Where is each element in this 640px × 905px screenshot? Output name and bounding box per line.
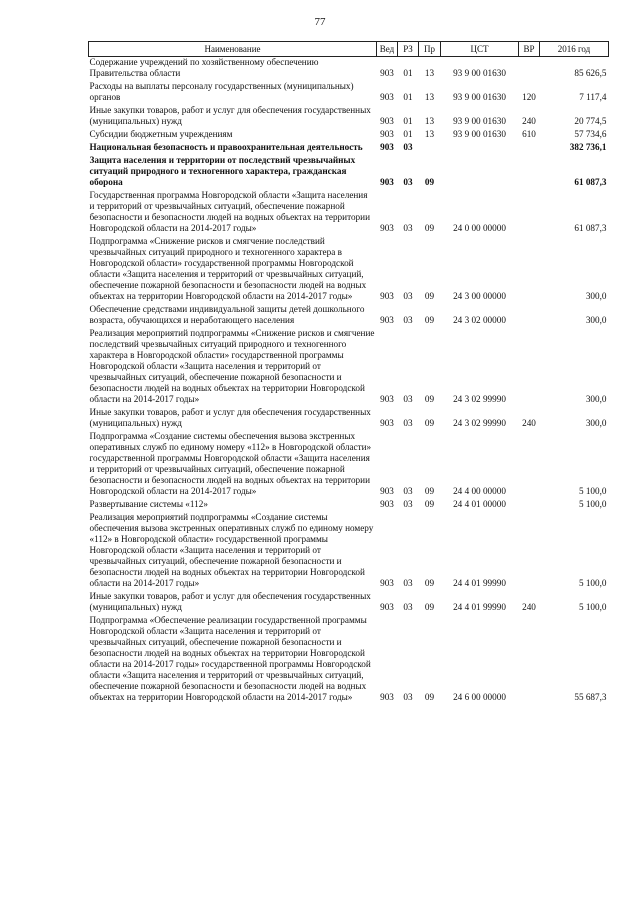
page-number: 77 <box>314 16 326 28</box>
cell-ved: 903 <box>380 291 394 301</box>
cell-name: Подпрограмма «Снижение рисков и смягчение последствий чрезвычайных ситуаций природного и техногенного характера в Новгородской области» государственной программы Новгородской области «Защита населения и территорий от чрезвычайных ситуаций, обеспечение пожарной безопасности и безопасности людей на водных объектах на территории Новгородской области на 2014-2017 годы» <box>89 236 367 301</box>
table-row <box>89 304 609 328</box>
cell-ved: 903 <box>380 223 394 233</box>
cell-vr <box>519 236 540 304</box>
cell-pr: 09 <box>424 223 435 233</box>
cell-sum: 5 100,0 <box>578 499 607 509</box>
cell-sum: 300,0 <box>585 418 607 428</box>
cell-cst: 24 4 01 00000 <box>453 499 506 509</box>
cell-pr: 13 <box>424 116 435 126</box>
cell-ved: 903 <box>380 692 394 702</box>
cell-pr: 09 <box>424 602 435 612</box>
table-row <box>89 328 609 407</box>
cell-name: Содержание учреждений по хозяйственному обеспечению Правительства области <box>89 57 319 78</box>
cell-vr <box>519 499 540 512</box>
cell-pr: 13 <box>424 129 435 139</box>
cell-ved: 903 <box>380 578 394 588</box>
cell-sum: 5 100,0 <box>578 486 607 496</box>
cell-rz: 01 <box>403 129 413 139</box>
header-ved: Вед <box>377 42 398 57</box>
cell-sum: 300,0 <box>585 315 607 325</box>
cell-vr <box>519 57 540 82</box>
cell-rz: 03 <box>403 394 413 404</box>
table-row <box>89 57 609 82</box>
table-header <box>89 42 609 57</box>
cell-name: Подпрограмма «Создание системы обеспечения вызова экстренных оперативных служб по единому номеру «112» в Новгородской области» государственной программы Новгородской области «Защита населения и территорий от чрезвычайных ситуаций, обеспечение пожарной безопасности и безопасности людей на водных объектах на территории Новгородской области на 2014-2017 годы» <box>89 431 372 496</box>
cell-pr: 09 <box>424 578 435 588</box>
table-body <box>89 57 609 706</box>
cell-cst <box>441 142 519 155</box>
cell-cst: 24 4 01 99990 <box>453 578 506 588</box>
cell-name: Обеспечение средствами индивидуальной защиты детей дошкольного возраста, обучающихся и неработающего населения <box>89 304 365 325</box>
cell-cst <box>441 155 519 190</box>
table-row <box>89 105 609 129</box>
cell-pr: 09 <box>424 499 435 509</box>
cell-name: Субсидии бюджетным учреждениям <box>89 129 233 139</box>
cell-cst: 24 4 00 00000 <box>453 486 506 496</box>
cell-ved: 903 <box>380 486 394 496</box>
cell-vr <box>519 155 540 190</box>
cell-rz: 03 <box>403 315 413 325</box>
cell-vr <box>519 142 540 155</box>
cell-ved: 903 <box>380 116 394 126</box>
budget-table <box>88 41 609 705</box>
header-name: Наименование <box>89 42 377 57</box>
cell-rz: 03 <box>403 177 413 187</box>
cell-sum: 300,0 <box>585 394 607 404</box>
cell-sum: 57 734,6 <box>574 129 607 139</box>
table-row <box>89 81 609 105</box>
cell-pr: 09 <box>424 486 435 496</box>
cell-cst: 24 6 00 00000 <box>453 692 506 702</box>
cell-cst: 93 9 00 01630 <box>453 92 506 102</box>
cell-cst: 24 0 00 00000 <box>453 223 506 233</box>
cell-cst: 24 3 00 00000 <box>453 291 506 301</box>
cell-rz: 03 <box>403 692 413 702</box>
table-row <box>89 431 609 499</box>
table-row <box>89 236 609 304</box>
cell-rz: 03 <box>403 486 413 496</box>
cell-rz: 03 <box>403 223 413 233</box>
cell-pr <box>419 142 441 155</box>
cell-rz: 03 <box>403 602 413 612</box>
cell-ved: 903 <box>380 142 394 152</box>
cell-sum: 5 100,0 <box>578 602 607 612</box>
header-vr: ВР <box>519 42 540 57</box>
cell-cst: 93 9 00 01630 <box>453 68 506 78</box>
cell-sum: 382 736,1 <box>569 142 607 152</box>
table-row <box>89 512 609 591</box>
table-row <box>89 155 609 190</box>
cell-vr <box>519 512 540 591</box>
cell-ved: 903 <box>380 177 394 187</box>
cell-vr: 120 <box>522 92 536 102</box>
cell-rz: 01 <box>403 92 413 102</box>
header-sum: 2016 год <box>540 42 609 57</box>
cell-ved: 903 <box>380 499 394 509</box>
cell-pr: 13 <box>424 92 435 102</box>
cell-name: Государственная программа Новгородской области «Защита населения и территорий от чрезвычайных ситуаций, обеспечение пожарной безопасности и безопасности людей на водных объектах на территории Новгородской области на 2014-2017 годы» <box>89 190 370 233</box>
cell-cst: 93 9 00 01630 <box>453 129 506 139</box>
cell-pr: 13 <box>424 68 435 78</box>
cell-name: Иные закупки товаров, работ и услуг для обеспечения государственных (муниципальных) нужд <box>89 591 371 612</box>
cell-cst: 24 3 02 99990 <box>453 394 506 404</box>
cell-name: Развертывание системы «112» <box>89 499 208 509</box>
cell-pr: 09 <box>424 418 435 428</box>
cell-sum: 5 100,0 <box>578 578 607 588</box>
cell-ved: 903 <box>380 92 394 102</box>
header-rz: РЗ <box>398 42 419 57</box>
cell-ved: 903 <box>380 418 394 428</box>
cell-vr <box>519 190 540 236</box>
table-row <box>89 190 609 236</box>
cell-name: Иные закупки товаров, работ и услуг для обеспечения государственных (муниципальных) нужд <box>89 407 371 428</box>
header-pr: Пр <box>419 42 441 57</box>
cell-ved: 903 <box>380 315 394 325</box>
cell-rz: 03 <box>403 142 413 152</box>
cell-rz: 01 <box>403 68 413 78</box>
cell-vr: 240 <box>522 418 536 428</box>
cell-rz: 03 <box>403 418 413 428</box>
cell-vr: 610 <box>522 129 536 139</box>
cell-rz: 01 <box>403 116 413 126</box>
cell-cst: 93 9 00 01630 <box>453 116 506 126</box>
header-cst: ЦСТ <box>441 42 519 57</box>
cell-name: Национальная безопасность и правоохранительная деятельность <box>89 142 363 152</box>
cell-pr: 09 <box>424 177 435 187</box>
cell-ved: 903 <box>380 68 394 78</box>
cell-ved: 903 <box>380 602 394 612</box>
table-row <box>89 615 609 705</box>
cell-vr <box>519 304 540 328</box>
table-row <box>89 407 609 431</box>
cell-pr: 09 <box>424 394 435 404</box>
table-row <box>89 591 609 615</box>
cell-name: Защита населения и территории от последствий чрезвычайных ситуаций природного и техногенного характера, гражданская оборона <box>89 155 356 187</box>
cell-cst: 24 4 01 99990 <box>453 602 506 612</box>
cell-rz: 03 <box>403 499 413 509</box>
cell-pr: 09 <box>424 315 435 325</box>
cell-name: Иные закупки товаров, работ и услуг для обеспечения государственных (муниципальных) нужд <box>89 105 371 126</box>
cell-name: Подпрограмма «Обеспечение реализации государственной программы Новгородской области «Защита населения и территорий от чрезвычайных ситуаций, обеспечение пожарной безопасности и безопасности людей на водных объектах на территории Новгородской области на 2014-2017 годы» государственной программы Новгородской области «Защита населения и территорий от чрезвычайных ситуаций, обеспечение пожарной безопасности и безопасности людей на водных объектах на территории Новгородской области на 2014-2017 годы» <box>89 615 371 702</box>
cell-sum: 85 626,5 <box>574 68 607 78</box>
cell-vr: 240 <box>522 602 536 612</box>
cell-vr <box>519 615 540 705</box>
cell-vr <box>519 431 540 499</box>
cell-pr: 09 <box>424 692 435 702</box>
cell-ved: 903 <box>380 394 394 404</box>
cell-sum: 61 087,3 <box>574 223 607 233</box>
cell-sum: 55 687,3 <box>574 692 607 702</box>
cell-sum: 20 774,5 <box>574 116 607 126</box>
cell-name: Реализация мероприятий подпрограммы «Создание системы обеспечения вызова экстренных оперативных служб по единому номеру «112» в Новгородской области» государственной программы Новгородской области «Защита населения и территорий от чрезвычайных ситуаций, обеспечение пожарной безопасности и безопасности людей на водных объектах на территории Новгородской области на 2014-2017 годы» <box>89 512 374 588</box>
cell-sum: 7 117,4 <box>579 92 607 102</box>
cell-sum: 61 087,3 <box>574 177 607 187</box>
cell-rz: 03 <box>403 291 413 301</box>
cell-sum: 300,0 <box>585 291 607 301</box>
cell-vr <box>519 328 540 407</box>
cell-rz: 03 <box>403 578 413 588</box>
table-row <box>89 499 609 512</box>
table-row <box>89 129 609 142</box>
cell-pr: 09 <box>424 291 435 301</box>
cell-cst: 24 3 02 99990 <box>453 418 506 428</box>
cell-cst: 24 3 02 00000 <box>453 315 506 325</box>
cell-name: Расходы на выплаты персоналу государственных (муниципальных) органов <box>89 81 354 102</box>
table-row <box>89 142 609 155</box>
cell-ved: 903 <box>380 129 394 139</box>
cell-name: Реализация мероприятий подпрограммы «Снижение рисков и смягчение последствий чрезвычайных ситуаций природного и техногенного характера в Новгородской области» государственной программы Новгородской области «Защита населения и территорий от чрезвычайных ситуаций, обеспечение пожарной безопасности и безопасности людей на водных объектах на территории Новгородской области на 2014-2017 годы» <box>89 328 375 404</box>
cell-vr: 240 <box>522 116 536 126</box>
